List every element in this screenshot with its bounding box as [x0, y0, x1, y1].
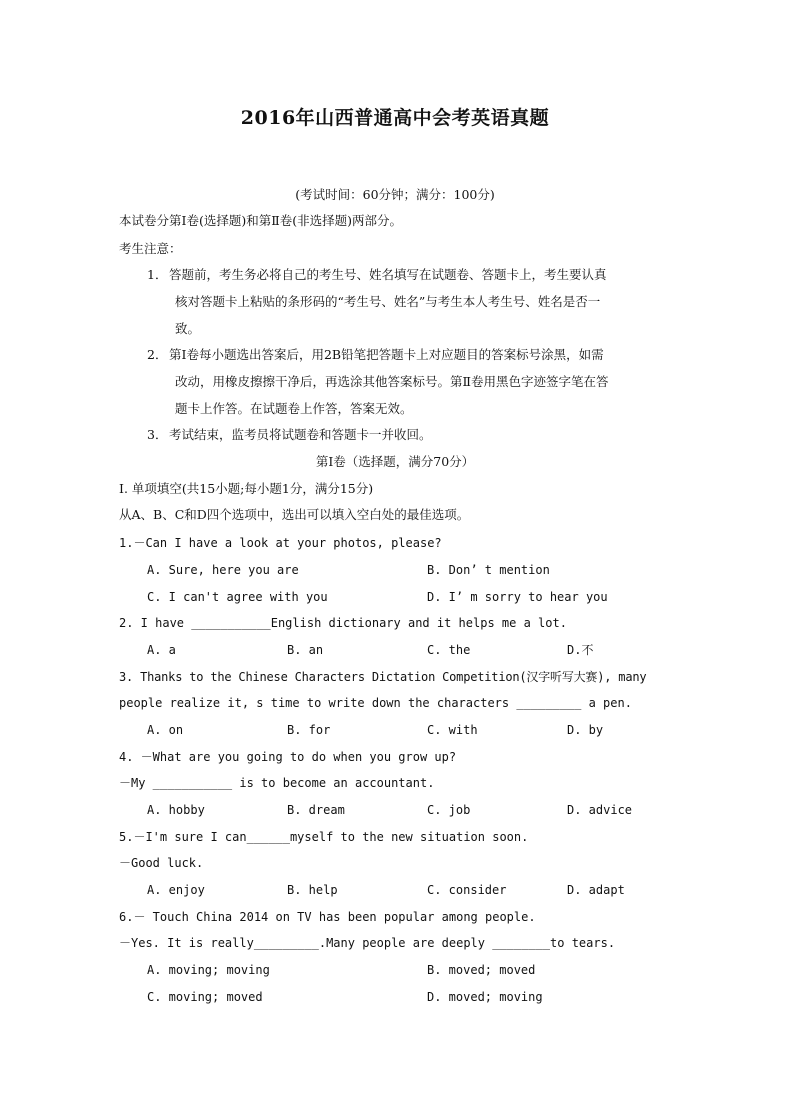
option-c: C. with [427, 723, 478, 737]
option-a: A. hobby [147, 803, 205, 817]
note-line: 改动，用橡皮擦擦干净后，再选涂其他答案标号。第Ⅱ卷用黑色字迹签字笔在答 [175, 374, 609, 389]
option-c: C. the [427, 643, 471, 657]
question-text: 3. Thanks to the Chinese Characters Dictation Competition(汉字听写大赛), many [119, 670, 647, 684]
option-d: D. moved; moving [427, 990, 543, 1004]
note-line: 答题前，考生务必将自己的考生号、姓名填写在试题卷、答题卡上，考生要认真 [169, 267, 607, 282]
part-title: Ⅰ. 单项填空(共15小题;每小题1分，满分15分) [119, 481, 374, 496]
note-line: 核对答题卡上粘贴的条形码的“考生号、姓名”与考生本人考生号、姓名是否一 [175, 294, 601, 309]
option-c: C. job [427, 803, 471, 817]
note-line: 致。 [175, 321, 201, 336]
option-a: A. a [147, 643, 176, 657]
option-a: A. Sure, here you are [147, 563, 299, 577]
part-instruction: 从A、B、C和D四个选项中，选出可以填入空白处的最佳选项。 [119, 507, 470, 522]
question-text: －My ___________ is to become an accountant. [119, 776, 435, 790]
exam-info: (考试时间：60分钟；满分：100分) [295, 187, 495, 202]
option-b: B. Don’ t mention [427, 563, 550, 577]
notes-heading: 考生注意： [119, 241, 182, 256]
option-d: D.不 [567, 643, 594, 657]
section-title: 第Ⅰ卷（选择题，满分70分） [315, 454, 475, 469]
option-d: D. by [567, 723, 604, 737]
note-number: 1． [147, 267, 168, 282]
option-b: B. an [287, 643, 324, 657]
question-text: －Good luck. [119, 856, 204, 870]
option-a: A. on [147, 723, 184, 737]
option-a: A. moving; moving [147, 963, 270, 977]
option-d: D. advice [567, 803, 633, 817]
option-c: C. I can't agree with you [147, 590, 328, 604]
note-line: 题卡上作答。在试题卷上作答，答案无效。 [175, 401, 413, 416]
question-text: 2. I have ___________English dictionary and it helps me a lot. [119, 616, 567, 630]
option-d: D. I’ m sorry to hear you [427, 590, 608, 604]
intro-text: 本试卷分第Ⅰ卷(选择题)和第Ⅱ卷(非选择题)两部分。 [119, 213, 402, 228]
option-b: B. help [287, 883, 338, 897]
option-b: B. dream [287, 803, 345, 817]
option-d: D. adapt [567, 883, 625, 897]
question-text: －Yes. It is really_________.Many people are deeply ________to tears. [119, 936, 616, 950]
option-a: A. enjoy [147, 883, 205, 897]
option-c: C. moving; moved [147, 990, 263, 1004]
question-text: 4. －What are you going to do when you grow up? [119, 750, 457, 764]
question-text: 5.－I'm sure I can______myself to the new situation soon. [119, 830, 529, 844]
option-b: B. moved; moved [427, 963, 536, 977]
note-line: 第Ⅰ卷每小题选出答案后，用2B铅笔把答题卡上对应题目的答案标号涂黑，如需 [169, 347, 604, 362]
option-c: C. consider [427, 883, 507, 897]
question-text: 6.－ Touch China 2014 on TV has been popular among people. [119, 910, 536, 924]
page-title: 2016年山西普通高中会考英语真题 [240, 107, 550, 129]
option-b: B. for [287, 723, 331, 737]
note-number: 2． [147, 347, 168, 362]
question-text: 1.－Can I have a look at your photos, please? [119, 536, 442, 550]
question-text: people realize it, s time to write down the characters _________ a pen. [119, 696, 632, 710]
note-line: 考试结束，监考员将试题卷和答题卡一并收回。 [169, 427, 432, 442]
note-number: 3． [147, 427, 168, 442]
